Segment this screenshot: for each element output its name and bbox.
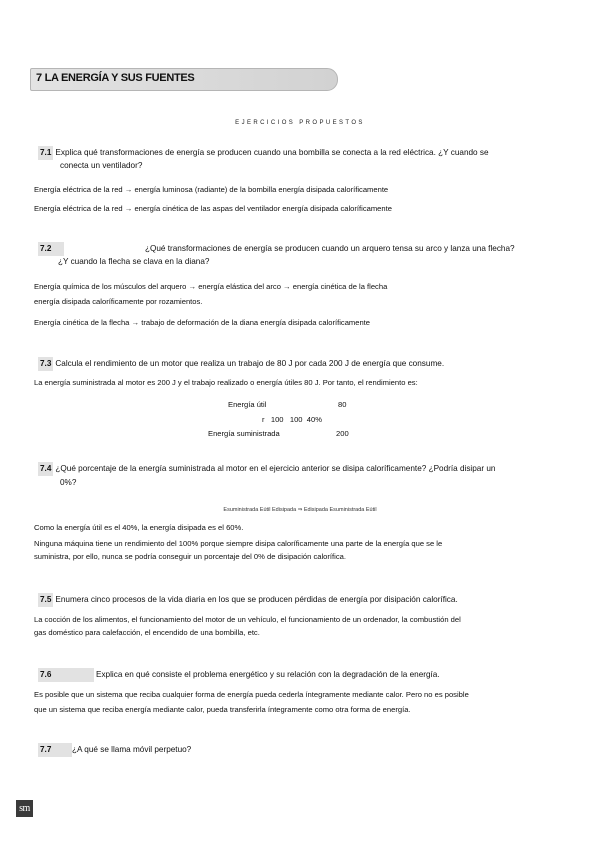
question-number: 7.6 <box>38 668 94 682</box>
question-number: 7.7 <box>38 743 72 757</box>
question-text: Explica qué transformaciones de energía se producen cuando una bombilla se conecta a la red eléctrica. ¿Y cuando se <box>55 148 489 157</box>
answer-7-3-line1: La energía suministrada al motor es 200 J y el trabajo realizado o energía útiles 80 J. Por tanto, el rendimiento es: <box>34 378 418 387</box>
answer-7-4-line3: suministra, por ello, nunca se podría conseguir un porcentaje del 0% de disipación calorífica. <box>34 552 346 561</box>
question-7-2-text: ¿Qué transformaciones de energía se producen cuando un arquero tensa su arco y lanza una flecha? <box>145 244 515 253</box>
answer-7-1-line1: Energía eléctrica de la red → energía luminosa (radiante) de la bombilla energía disipada caloríficamente <box>34 185 389 194</box>
question-7-6-text: Explica en qué consiste el problema energético y su relación con la degradación de la energía. <box>96 670 440 679</box>
question-7-7-text: ¿A qué se llama móvil perpetuo? <box>72 745 192 754</box>
question-number: 7.5 <box>38 593 53 607</box>
question-7-4 <box>38 462 588 476</box>
question-7-4-cont: 0%? <box>60 478 77 487</box>
answer-7-4-line2: Ninguna máquina tiene un rendimiento del 100% porque siempre disipa caloríficamente una parte de la energía que se le <box>34 539 443 548</box>
question-text: ¿Qué porcentaje de la energía suministrada al motor en el ejercicio anterior se disipa caloríficamente? ¿Podría disipar un <box>55 464 496 473</box>
question-text: Calcula el rendimiento de un motor que realiza un trabajo de 80 J por cada 200 J de energía que consume. <box>55 359 445 368</box>
question-7-1 <box>38 146 578 160</box>
answer-7-2-line1: Energía química de los músculos del arquero → energía elástica del arco → energía cinética de la flecha <box>34 282 388 291</box>
section-label: EJERCICIOS PROPUESTOS <box>235 120 365 126</box>
question-number: 7.1 <box>38 146 53 160</box>
answer-7-2-line3: Energía cinética de la flecha → trabajo de deformación de la diana energía disipada caloríficamente <box>34 318 371 327</box>
question-7-5 <box>38 593 578 607</box>
energy-balance-formula: Esuministrada Eútil Edisipada ⇒ Edisipada Esuministrada Eútil <box>223 507 377 513</box>
formula-result: r 100 100 40% <box>262 415 322 424</box>
question-number: 7.2 <box>38 242 64 256</box>
answer-7-5-line1: La cocción de los alimentos, el funcionamiento del motor de un vehículo, el funcionamiento de un ordenador, la combustión del <box>34 615 461 624</box>
chapter-title: 7 LA ENERGÍA Y SUS FUENTES <box>36 72 195 84</box>
answer-7-5-line2: gas doméstico para calefacción, el encendido de una bombilla, etc. <box>34 628 260 637</box>
question-number: 7.4 <box>38 462 53 476</box>
question-7-2-cont: ¿Y cuando la flecha se clava en la diana? <box>58 257 210 266</box>
question-7-2-number-wrap <box>38 242 66 256</box>
formula-denominator-value: 200 <box>336 429 349 438</box>
publisher-logo: sm <box>16 800 33 817</box>
question-number: 7.3 <box>38 357 53 371</box>
answer-7-6-line1: Es posible que un sistema que reciba cualquier forma de energía pueda cederla íntegramente mediante calor. Pero no es posible <box>34 690 469 699</box>
answer-7-6-line2: que un sistema que reciba energía mediante calor, pueda transferirla íntegramente como otra forma de energía. <box>34 705 411 714</box>
question-7-1-cont: conecta un ventilador? <box>60 161 143 170</box>
question-7-6-number-wrap <box>38 668 96 682</box>
question-7-7-number-wrap <box>38 743 74 757</box>
formula-numerator-label: Energía útil <box>228 400 267 409</box>
question-7-3 <box>38 357 578 371</box>
formula-denominator-label: Energía suministrada <box>208 429 280 438</box>
answer-7-2-line2: energía disipada caloríficamente por rozamientos. <box>34 297 203 306</box>
chapter-header-bar <box>30 68 338 91</box>
formula-numerator-value: 80 <box>338 400 347 409</box>
answer-7-1-line2: Energía eléctrica de la red → energía cinética de las aspas del ventilador energía disipada caloríficamente <box>34 204 392 213</box>
question-text: Enumera cinco procesos de la vida diaria en los que se producen pérdidas de energía por disipación calorífica. <box>55 595 458 604</box>
answer-7-4-line1: Como la energía útil es el 40%, la energía disipada es el 60%. <box>34 523 244 532</box>
